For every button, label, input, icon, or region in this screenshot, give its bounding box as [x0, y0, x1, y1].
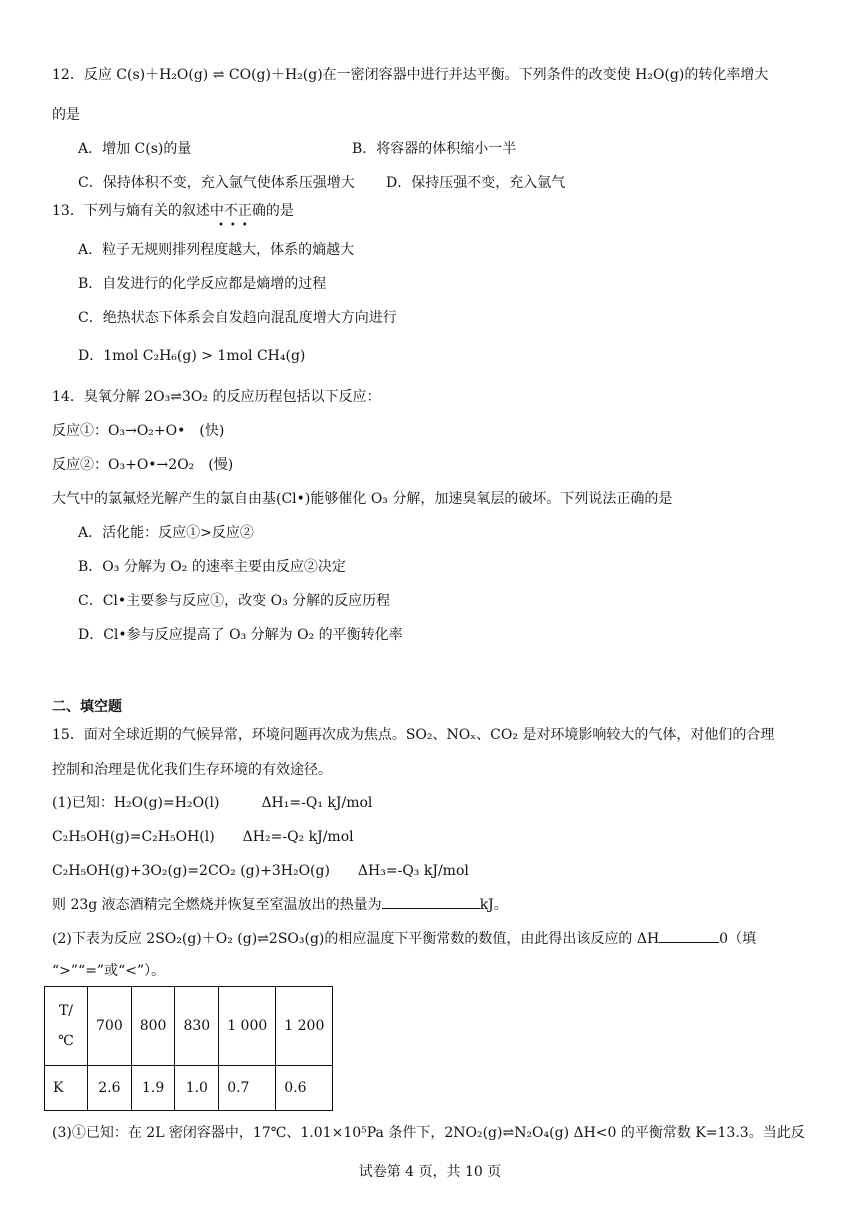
q12-stem-line2: 的是 — [52, 107, 80, 123]
q15-part1-question — [52, 896, 508, 914]
q13-option-d: D．1mol C₂H₆(g) > 1mol CH₄(g) — [78, 348, 306, 364]
q14-description: 大气中的氯氟烃光解产生的氯自由基(Cl•)能够催化 O₃ 分解，加速臭氧层的破坏。下列说法正确的是 — [52, 491, 673, 507]
q15-part2-line2: “>”“=”或“<”）。 — [52, 963, 166, 979]
q13-stem: 13．下列与熵有关的叙述中不正确的是 — [52, 203, 294, 219]
q13-option-a: A．粒子无规则排列程度越大，体系的熵越大 — [78, 242, 355, 258]
table-cell: 2.6 — [88, 1066, 132, 1111]
emphasis-dots: ••• — [218, 220, 254, 231]
q15-stem-line1: 15．面对全球近期的气候异常，环境问题再次成为焦点。SO₂、NOₓ、CO₂ 是对环境影响较大的气体，对他们的合理 — [52, 727, 775, 743]
q14-reaction-1: 反应①：O₃→O₂+O• (快) — [52, 423, 225, 439]
table-cell: 1.9 — [131, 1066, 175, 1111]
q12-option-d: D．保持压强不变，充入氩气 — [386, 175, 566, 191]
q15-part2-question — [52, 930, 756, 948]
table-cell: T/℃ — [45, 987, 88, 1066]
q14-option-a: A．活化能：反应①>反应② — [78, 525, 254, 541]
table-cell: 700 — [88, 987, 132, 1066]
q15-part1-eq3: C₂H₅OH(g)+3O₂(g)=2CO₂ (g)+3H₂O(g) ΔH₃=-Q₃ kJ/mol — [52, 863, 469, 879]
q15-part1-text: 则 23g 液态酒精完全燃烧并恢复至室温放出的热量为 — [52, 897, 382, 913]
page-footer: 试卷第 4 页，共 10 页 — [358, 1164, 502, 1180]
q15-stem-line2: 控制和治理是优化我们生存环境的有效途径。 — [52, 762, 332, 778]
q15-part2-tail: 0（填 — [719, 931, 757, 947]
q14-reaction-2: 反应②：O₃+O•→2O₂ (慢) — [52, 457, 234, 473]
q13-option-c: C．绝热状态下体系会自发趋向混乱度增大方向进行 — [78, 310, 397, 326]
q14-stem: 14．臭氧分解 2O₃⇌3O₂ 的反应历程包括以下反应： — [52, 389, 381, 405]
q13-option-b: B．自发进行的化学反应都是熵增的过程 — [78, 276, 327, 292]
q14-option-b: B．O₃ 分解为 O₂ 的速率主要由反应②决定 — [78, 559, 346, 575]
answer-blank-1[interactable] — [382, 896, 480, 909]
q14-option-d: D．Cl•参与反应提高了 O₃ 分解为 O₂ 的平衡转化率 — [78, 627, 403, 643]
q12-option-c: C．保持体积不变，充入氩气使体系压强增大 — [78, 175, 355, 191]
equilibrium-constant-table — [44, 986, 333, 1111]
q15-part2-text: (2)下表为反应 2SO₂(g)＋O₂ (g)⇌2SO₃(g)的相应温度下平衡常数的数值，由此得出该反应的 ΔH — [52, 931, 660, 947]
table-row-temperature — [45, 987, 333, 1066]
section-heading: 二、填空题 — [52, 699, 122, 715]
q12-option-b: B．将容器的体积缩小一半 — [352, 141, 517, 157]
q12-option-a: A．增加 C(s)的量 — [78, 141, 192, 157]
table-cell: 830 — [175, 987, 219, 1066]
table-cell: 0.7 — [219, 1066, 276, 1111]
q15-part3-stem: (3)①已知：在 2L 密闭容器中，17℃、1.01×10⁵Pa 条件下，2NO₂(g)⇌N₂O₄(g) ΔH<0 的平衡常数 K=13.3。当此反 — [52, 1125, 805, 1141]
q12-stem-line1: 12．反应 C(s)＋H₂O(g) ⇌ CO(g)＋H₂(g)在一密闭容器中进行并达平衡。下列条件的改变使 H₂O(g)的转化率增大 — [52, 67, 769, 83]
table-cell: 0.6 — [276, 1066, 333, 1111]
table-cell: K — [45, 1066, 88, 1111]
table-cell: 1.0 — [175, 1066, 219, 1111]
q15-part1-eq1: (1)已知：H₂O(g)=H₂O(l) ΔH₁=-Q₁ kJ/mol — [52, 795, 373, 811]
table-cell: 800 — [131, 987, 175, 1066]
q15-part1-unit: kJ。 — [479, 897, 508, 913]
table-cell: 1 000 — [219, 987, 276, 1066]
q14-option-c: C．Cl•主要参与反应①，改变 O₃ 分解的反应历程 — [78, 593, 391, 609]
answer-blank-2[interactable] — [659, 930, 719, 943]
q15-part1-eq2: C₂H₅OH(g)=C₂H₅OH(l) ΔH₂=-Q₂ kJ/mol — [52, 829, 354, 845]
table-cell: 1 200 — [276, 987, 333, 1066]
table-row-k — [45, 1066, 333, 1111]
